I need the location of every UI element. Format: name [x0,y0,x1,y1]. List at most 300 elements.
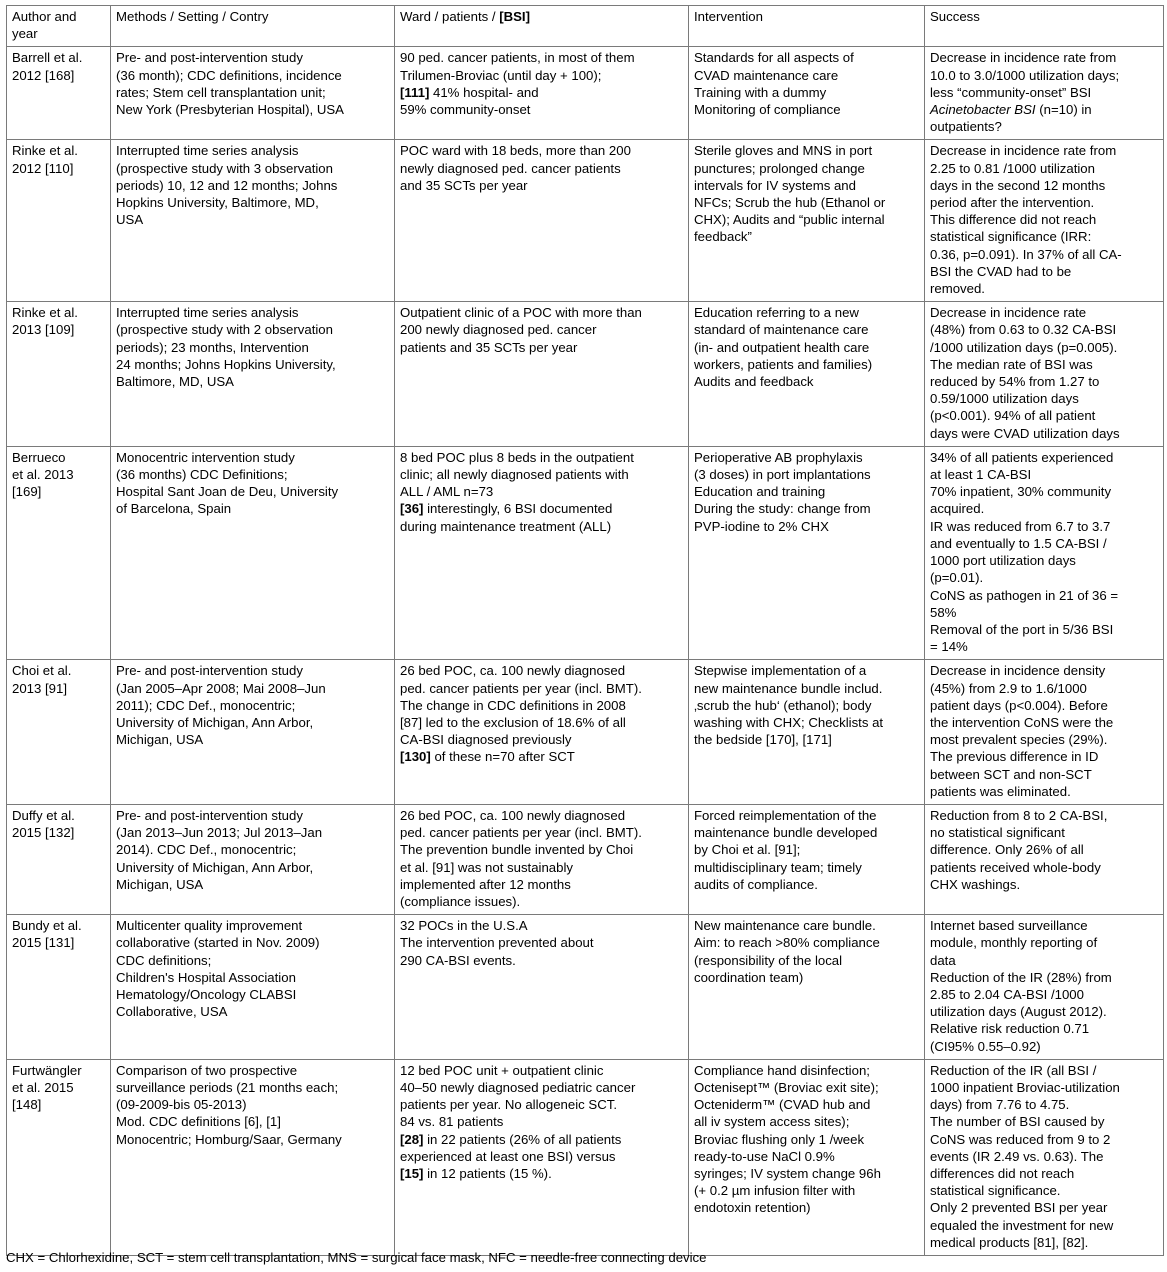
cell-text: et al. [91] was not sustainably [400,859,574,875]
cell-line [930,425,1158,442]
cell-line [930,638,1158,655]
cell-text: 84 vs. 81 patients [400,1114,504,1130]
cell-line [400,731,683,748]
cell-text: patients per year. No allogeneic SCT. [400,1097,617,1113]
cell-line [694,304,919,321]
cell-text: Removal of the port in 5/36 BSI [930,621,1114,637]
cell-text: Reduction of the IR (28%) from [930,969,1112,985]
cell-line [400,807,683,824]
cell-line [930,466,1158,483]
cell-line [694,356,919,373]
cell-line [694,952,919,969]
cell-text: Hospital Sant Joan de Deu, University [116,484,339,500]
cell-line [400,859,683,876]
cell-line [694,466,919,483]
cell-line [694,142,919,159]
table-row [7,660,1164,805]
cell-text: 2013 [91] [12,680,67,696]
cell-line [12,1062,105,1079]
cell-line [930,246,1158,263]
cell-text: removed. [930,281,985,297]
cell-line [930,1165,1158,1182]
author-cell [7,302,111,447]
cell-line [930,986,1158,1003]
cell-text: Pre- and post-intervention study [116,807,303,823]
cell-text: maintenance bundle developed [694,825,878,841]
cell-text: workers, patients and families) [694,356,873,372]
cell-line [400,748,683,765]
cell-line [694,934,919,951]
cell-line [116,101,389,118]
cell-text: at least 1 CA-BSI [930,467,1032,483]
cell-text: 12 bed POC unit + outpatient clinic [400,1062,604,1078]
cell-text: events (IR 2.49 vs. 0.63). The [930,1148,1104,1164]
cell-text: Monocentric; Homburg/Saar, Germany [116,1131,342,1147]
cell-line [930,228,1158,245]
cell-line [116,859,389,876]
cell-text: Perioperative AB prophylaxis [694,449,863,465]
cell-line [930,569,1158,586]
cell-line [694,662,919,679]
cell-text: Standards for all aspects of [694,50,854,66]
cell-line [116,466,389,483]
author-cell [7,804,111,914]
cell-line [12,934,105,951]
cell-line [930,1199,1158,1216]
cell-text: no statistical significant [930,825,1065,841]
cell-line [116,142,389,159]
cell-line [694,1131,919,1148]
cell-line [116,1131,389,1148]
cell-line [12,142,105,159]
cell-text: difference. Only 26% of all [930,842,1084,858]
cell-text: [169] [12,484,42,500]
cell-line [930,1096,1158,1113]
cell-line [116,1062,389,1079]
cell-text: (p<0.001). 94% of all patient [930,408,1096,424]
cell-line [694,1182,919,1199]
cell-line [930,211,1158,228]
cell-line [930,304,1158,321]
cell-line [930,535,1158,552]
cell-text: Stepwise implementation of a [694,663,867,679]
cell-text: University of Michigan, Ann Arbor, [116,714,314,730]
table-row [7,302,1164,447]
cell-text: 70% inpatient, 30% community [930,484,1112,500]
cell-text: 34% of all patients experienced [930,449,1114,465]
cell-line [116,211,389,228]
cell-text: outpatients? [930,119,1002,135]
author-cell [7,1059,111,1255]
cell-text: data [930,952,956,968]
cell-text: (prospective study with 3 observation [116,160,333,176]
cell-text: CoNS as pathogen in 21 of 36 = [930,587,1119,603]
reference-count: [130] [400,749,431,765]
cell-line [930,449,1158,466]
cell-line [694,339,919,356]
cell-line [12,304,105,321]
cell-text: the bedside [170], [171] [694,732,832,748]
cell-text: newly diagnosed ped. cancer patients [400,160,621,176]
cell-text: Octenisept™ (Broviac exit site); [694,1079,879,1095]
cell-line [930,356,1158,373]
cell-text: (CI95% 0.55–0.92) [930,1038,1041,1054]
cell-line [930,160,1158,177]
cell-text: (Jan 2013–Jun 2013; Jul 2013–Jan [116,825,323,841]
cell-line [930,748,1158,765]
cell-line [400,952,683,969]
cell-text: (45%) from 2.9 to 1.6/1000 [930,680,1087,696]
methods-cell [111,446,395,659]
cell-text: (Jan 2005–Apr 2008; Mai 2008–Jun [116,680,326,696]
cell-line [930,390,1158,407]
cell-text: Only 2 prevented BSI per year [930,1200,1108,1216]
cell-line [930,604,1158,621]
cell-text: (36 month); CDC definitions, incidence [116,67,342,83]
cell-line [400,934,683,951]
cell-text: (36 months) CDC Definitions; [116,467,288,483]
cell-line [116,986,389,1003]
cell-text: University of Michigan, Ann Arbor, [116,859,314,875]
table-footnote: CHX = Chlorhexidine, SCT = stem cell transplantation, MNS = surgical face mask, NFC = needle-free connecting device [6,1250,707,1265]
table-row [7,915,1164,1060]
cell-text: CHX washings. [930,876,1021,892]
cell-text: The median rate of BSI was [930,356,1093,372]
cell-line [116,67,389,84]
cell-line [400,339,683,356]
cell-line [694,49,919,66]
cell-text: The prevention bundle invented by Choi [400,842,634,858]
cell-line [694,373,919,390]
cell-line [400,680,683,697]
cell-line [116,449,389,466]
cell-text: Choi et al. [12,663,72,679]
cell-line [930,67,1158,84]
cell-text: 2013 [109] [12,322,75,338]
cell-text: POC ward with 18 beds, more than 200 [400,143,631,159]
cell-line [930,118,1158,135]
reference-count: [36] [400,501,424,517]
success-cell [925,915,1164,1060]
cell-line [694,859,919,876]
cell-line [930,969,1158,986]
cell-text: Furtwängler [12,1062,82,1078]
cell-text: interestingly, 6 BSI documented [423,501,613,517]
cell-line [694,483,919,500]
cell-line [116,483,389,500]
cell-line [930,714,1158,731]
cell-line [400,483,683,500]
cell-text: (3 doses) in port implantations [694,467,871,483]
cell-line [400,101,683,118]
cell-line [930,952,1158,969]
cell-text: 59% community-onset [400,102,531,118]
cell-line [116,1079,389,1096]
intervention-cell [689,47,925,140]
cell-text: Compliance hand disinfection; [694,1062,870,1078]
methods-cell [111,47,395,140]
cell-text: Broviac flushing only 1 /week [694,1131,865,1147]
intervention-cell [689,1059,925,1255]
cell-text: module, monthly reporting of [930,935,1098,951]
cell-line [930,680,1158,697]
cell-line [12,49,105,66]
cell-text: [148] [12,1097,42,1113]
cell-text: This difference did not reach [930,212,1097,228]
cell-line [400,518,683,535]
cell-text: (compliance issues). [400,893,521,909]
cell-line [930,766,1158,783]
cell-text: 0.59/1000 utilization days [930,391,1079,407]
cell-line [694,1199,919,1216]
cell-text: experienced at least one BSI) versus [400,1148,616,1164]
cell-text: of these n=70 after SCT [430,749,575,765]
cell-text: 2015 [131] [12,935,75,951]
cell-line [694,160,919,177]
cell-text: statistical significance (IRR: [930,229,1092,245]
cell-text: Education and training [694,484,826,500]
cell-text: (prospective study with 2 observation [116,322,333,338]
cell-line [930,1234,1158,1251]
cell-line [694,84,919,101]
cell-text: days were CVAD utilization days [930,425,1120,441]
cell-text: in 22 patients (26% of all patients [423,1131,622,1147]
cell-text: equaled the investment for new [930,1217,1114,1233]
cell-text: washing with CHX; Checklists at [694,714,884,730]
cell-text: NFCs; Scrub the hub (Ethanol or [694,195,886,211]
cell-line [400,1165,683,1182]
methods-cell [111,1059,395,1255]
cell-line [930,1003,1158,1020]
intervention-cell [689,804,925,914]
table-row [7,446,1164,659]
cell-line [930,1062,1158,1079]
cell-line [694,824,919,841]
cell-text: The previous difference in ID [930,749,1099,765]
cell-line [694,841,919,858]
cell-text: Pre- and post-intervention study [116,663,303,679]
cell-line [930,483,1158,500]
cell-text: Reduction of the IR (all BSI / [930,1062,1097,1078]
cell-text: Rinke et al. [12,305,78,321]
cell-line [930,783,1158,800]
cell-line [930,194,1158,211]
methods-cell [111,140,395,302]
cell-text: Multicenter quality improvement [116,918,303,934]
cell-text: patients and 35 SCTs per year [400,339,578,355]
studies-table [6,5,1164,1256]
success-cell [925,47,1164,140]
cell-text: The number of BSI caused by [930,1114,1105,1130]
success-cell [925,1059,1164,1255]
cell-line [12,680,105,697]
cell-text: The change in CDC definitions in 2008 [400,697,626,713]
reference-count: [15] [400,1166,424,1181]
cell-text: Forced reimplementation of the [694,807,877,823]
cell-text: Monitoring of compliance [694,102,841,118]
intervention-cell [689,915,925,1060]
success-cell [925,140,1164,302]
cell-text: (in- and outpatient health care [694,339,870,355]
cell-text: 2.85 to 2.04 CA-BSI /1000 [930,986,1084,1002]
cell-line [116,500,389,517]
cell-text: 32 POCs in the U.S.A [400,918,528,934]
cell-text: syringes; IV system change 96h [694,1166,881,1181]
cell-text: less “community-onset” BSI [930,84,1092,100]
cell-text: Internet based surveillance [930,918,1088,934]
cell-line [930,824,1158,841]
cell-text: feedback” [694,229,752,245]
cell-line [400,321,683,338]
cell-text: Relative risk reduction 0.71 [930,1021,1090,1037]
cell-text: Decrease in incidence rate from [930,50,1117,66]
cell-line [116,1096,389,1113]
cell-line [400,500,683,517]
cell-line [930,841,1158,858]
ward-cell [395,140,689,302]
intervention-cell [689,660,925,805]
cell-text: 40–50 newly diagnosed pediatric cancer [400,1079,636,1095]
cell-line [694,731,919,748]
cell-text: Aim: to reach >80% compliance [694,935,880,951]
cell-text: Decrease in incidence rate [930,305,1087,321]
pathogen-name: Acinetobacter BSI [930,102,1036,118]
cell-line [694,807,919,824]
cell-line [12,662,105,679]
cell-line [400,84,683,101]
cell-line [116,194,389,211]
cell-line [930,917,1158,934]
cell-text: 90 ped. cancer patients, in most of them [400,50,635,66]
header-intervention: Intervention [689,6,925,47]
cell-text: ready-to-use NaCl 0.9% [694,1148,835,1164]
cell-text: Baltimore, MD, USA [116,374,234,390]
cell-text: clinic; all newly diagnosed patients with [400,467,629,483]
success-cell [925,446,1164,659]
cell-text: patients was eliminated. [930,783,1071,799]
cell-line [116,356,389,373]
table-row [7,1059,1164,1255]
cell-line [400,893,683,910]
cell-line [694,518,919,535]
cell-line [930,407,1158,424]
success-cell [925,804,1164,914]
cell-line [930,373,1158,390]
cell-line [400,142,683,159]
cell-line [694,917,919,934]
cell-text: Michigan, USA [116,732,204,748]
cell-line [116,969,389,986]
cell-text: 2015 [132] [12,825,75,841]
cell-text: New maintenance care bundle. [694,918,876,934]
cell-text: CVAD maintenance care [694,67,839,83]
cell-text: CDC definitions; [116,952,212,968]
cell-line [930,280,1158,297]
cell-text: all iv system access sites); [694,1114,850,1130]
cell-text: Rinke et al. [12,143,78,159]
cell-text: and eventually to 1.5 CA-BSI / [930,535,1107,551]
cell-text: during maintenance treatment (ALL) [400,518,612,534]
cell-line [400,1062,683,1079]
cell-line [930,1182,1158,1199]
cell-text: ALL / AML n=73 [400,484,494,500]
cell-line [116,177,389,194]
author-cell [7,915,111,1060]
cell-line [400,466,683,483]
header-row [7,6,1164,47]
cell-text: acquired. [930,501,985,517]
cell-line [930,321,1158,338]
cell-text: Hopkins University, Baltimore, MD, [116,195,319,211]
cell-text: Interrupted time series analysis [116,143,299,159]
intervention-cell [689,140,925,302]
cell-text: [87] led to the exclusion of 18.6% of all [400,714,626,730]
cell-line [930,1148,1158,1165]
ward-cell [395,446,689,659]
cell-line [694,449,919,466]
cell-line [694,177,919,194]
cell-line [930,142,1158,159]
cell-text: Barrell et al. [12,50,83,66]
cell-text: punctures; prolonged change [694,160,865,176]
cell-line [116,824,389,841]
cell-text: Berrueco [12,449,66,465]
cell-text: days in the second 12 months [930,177,1106,193]
cell-line [116,934,389,951]
cell-text: ped. cancer patients per year (incl. BMT). [400,825,642,841]
cell-text: the intervention CoNS were the [930,714,1114,730]
cell-text: ‚scrub the hub‘ (ethanol); body [694,697,872,713]
cell-line [930,807,1158,824]
cell-text: 2014). CDC Def., monocentric; [116,842,297,858]
cell-line [116,680,389,697]
cell-text: Michigan, USA [116,876,204,892]
cell-line [694,321,919,338]
header-success: Success [925,6,1164,47]
cell-line [400,49,683,66]
cell-text: CoNS was reduced from 9 to 2 [930,1131,1111,1147]
cell-text: CA-BSI diagnosed previously [400,732,572,748]
cell-line [930,587,1158,604]
cell-line [930,177,1158,194]
ward-cell [395,1059,689,1255]
cell-text: period after the intervention. [930,195,1095,211]
cell-line [930,101,1158,118]
cell-text: et al. 2015 [12,1079,74,1095]
cell-text: 24 months; Johns Hopkins University, [116,356,336,372]
reference-count: [111] [400,84,430,100]
cell-text: (+ 0.2 µm infusion filter with [694,1183,856,1199]
cell-text: PVP-iodine to 2% CHX [694,518,829,534]
cell-text: intervals for IV systems and [694,177,856,193]
cell-text: (n=10) in [1035,102,1092,118]
reference-count: [28] [400,1131,424,1147]
header-author-year: Author and year [7,6,111,47]
cell-text: Education referring to a new [694,305,859,321]
cell-line [930,859,1158,876]
cell-text: utilization days (August 2012). [930,1004,1107,1020]
cell-text: statistical significance. [930,1183,1061,1199]
ward-cell [395,804,689,914]
cell-text: Duffy et al. [12,807,75,823]
cell-line [400,1148,683,1165]
cell-line [12,466,105,483]
cell-line [930,500,1158,517]
cell-line [116,841,389,858]
bsi-header-label: [BSI] [499,9,530,24]
cell-line [694,101,919,118]
cell-text: (48%) from 0.63 to 0.32 CA-BSI [930,322,1117,338]
